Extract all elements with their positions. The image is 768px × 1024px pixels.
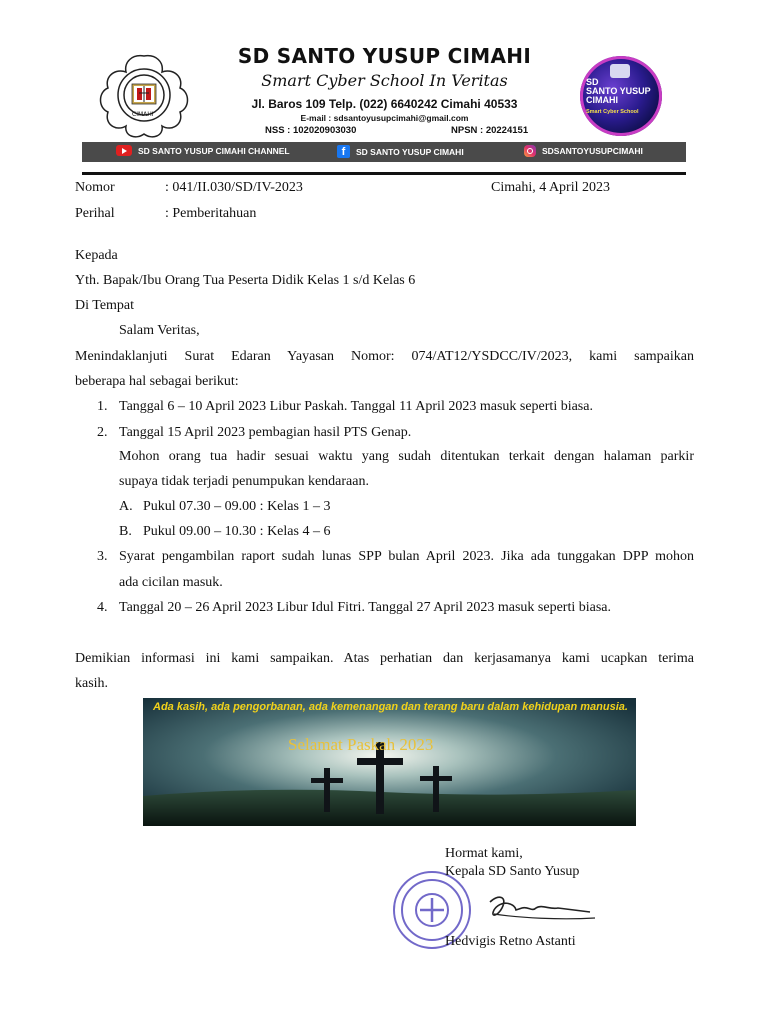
recipient-kepada: Kepada bbox=[75, 248, 118, 263]
instagram-link[interactable] bbox=[524, 145, 643, 157]
logo-line3: CIMAHI bbox=[586, 95, 618, 105]
item-2-note-line1: Mohon orang tua hadir sesuai waktu yang sudah ditentukan terkait dengan halaman parkir bbox=[119, 449, 694, 464]
instagram-icon bbox=[524, 145, 536, 157]
youtube-label: SD SANTO YUSUP CIMAHI CHANNEL bbox=[138, 145, 290, 156]
banner-quote: Ada kasih, ada pengorbanan, ada kemenangan dan terang baru dalam kehidupan manusia. bbox=[153, 701, 628, 713]
school-email: E-mail : sdsantoyusupcimahi@gmail.com bbox=[300, 113, 469, 123]
item-4-number: 4. bbox=[97, 600, 108, 615]
letterhead-divider bbox=[82, 172, 686, 175]
logo-line2: SANTO YUSUP bbox=[586, 86, 651, 96]
item-2-number: 2. bbox=[97, 425, 108, 440]
crest-caption: CIMAHI bbox=[132, 111, 154, 118]
school-name: SD SANTO YUSUP CIMAHI bbox=[237, 44, 532, 68]
closing-line1: Demikian informasi ini kami sampaikan. Atas perhatian dan kerjasamanya kami ucapkan terima bbox=[75, 651, 694, 666]
social-media-bar bbox=[82, 142, 686, 162]
facebook-label: SD SANTO YUSUP CIMAHI bbox=[356, 146, 464, 157]
facebook-icon: f bbox=[337, 145, 350, 158]
perihal-label: Perihal bbox=[75, 206, 115, 221]
nomor-label: Nomor bbox=[75, 180, 115, 195]
letter-date: Cimahi, 4 April 2023 bbox=[491, 180, 610, 195]
item-2-note-line2: supaya tidak terjadi penumpukan kendaraan. bbox=[119, 474, 369, 489]
item-3-number: 3. bbox=[97, 549, 108, 564]
facebook-link[interactable] bbox=[337, 145, 464, 158]
signature-regards: Hormat kami, bbox=[445, 846, 523, 861]
school-npsn: NPSN : 20224151 bbox=[451, 125, 529, 136]
item-3-line1: Syarat pengambilan raport sudah lunas SPP bulan April 2023. Jika ada tunggakan DPP mohon bbox=[119, 549, 694, 564]
item-3-line2: ada cicilan masuk. bbox=[119, 575, 223, 590]
signature-name: Hedvigis Retno Astanti bbox=[445, 934, 576, 949]
youtube-channel-link[interactable] bbox=[116, 145, 290, 156]
item-1-number: 1. bbox=[97, 399, 108, 414]
recipient-yth: Yth. Bapak/Ibu Orang Tua Peserta Didik Kelas 1 s/d Kelas 6 bbox=[75, 273, 416, 288]
school-tagline: Smart Cyber School In Veritas bbox=[261, 71, 508, 90]
nomor-value: : 041/II.030/SD/IV-2023 bbox=[165, 180, 303, 195]
school-address: Jl. Baros 109 Telp. (022) 6640242 Cimahi 40533 bbox=[251, 97, 518, 111]
item-1-text: Tanggal 6 – 10 April 2023 Libur Paskah. Tanggal 11 April 2023 masuk seperti biasa. bbox=[119, 399, 593, 414]
perihal-value: : Pemberitahuan bbox=[165, 206, 257, 221]
logo-emblem-icon bbox=[610, 64, 630, 78]
schedule-b-text: Pukul 09.00 – 10.30 : Kelas 4 – 6 bbox=[143, 524, 331, 539]
greeting: Salam Veritas, bbox=[119, 323, 200, 338]
item-4-text: Tanggal 20 – 26 April 2023 Libur Idul Fitri. Tanggal 27 April 2023 masuk seperti biasa. bbox=[119, 600, 611, 615]
logo-line4: Smart Cyber School bbox=[586, 109, 639, 115]
schedule-a-label: A. bbox=[119, 499, 133, 514]
school-crest-logo bbox=[94, 50, 194, 140]
easter-banner-image bbox=[143, 698, 636, 826]
signature-position: Kepala SD Santo Yusup bbox=[445, 864, 580, 879]
recipient-tempat: Di Tempat bbox=[75, 298, 135, 313]
logo-line1: SD bbox=[586, 77, 599, 87]
closing-line2: kasih. bbox=[75, 676, 109, 691]
instagram-label: SDSANTOYUSUPCIMAHI bbox=[542, 146, 643, 156]
school-nss: NSS : 102020903030 bbox=[265, 125, 357, 136]
intro-line2: beberapa hal sebagai berikut: bbox=[75, 374, 239, 389]
schedule-b-label: B. bbox=[119, 524, 132, 539]
signature-stamp-area bbox=[390, 846, 605, 962]
item-2-text: Tanggal 15 April 2023 pembagian hasil PTS Genap. bbox=[119, 425, 412, 440]
banner-title: Selamat Paskah 2023 bbox=[288, 735, 434, 754]
youtube-icon bbox=[116, 145, 132, 156]
smart-cyber-school-logo bbox=[580, 56, 662, 136]
schedule-a-text: Pukul 07.30 – 09.00 : Kelas 1 – 3 bbox=[143, 499, 331, 514]
intro-line1: Menindaklanjuti Surat Edaran Yayasan Nomor: 074/AT12/YSDCC/IV/2023, kami sampaikan bbox=[75, 349, 694, 364]
